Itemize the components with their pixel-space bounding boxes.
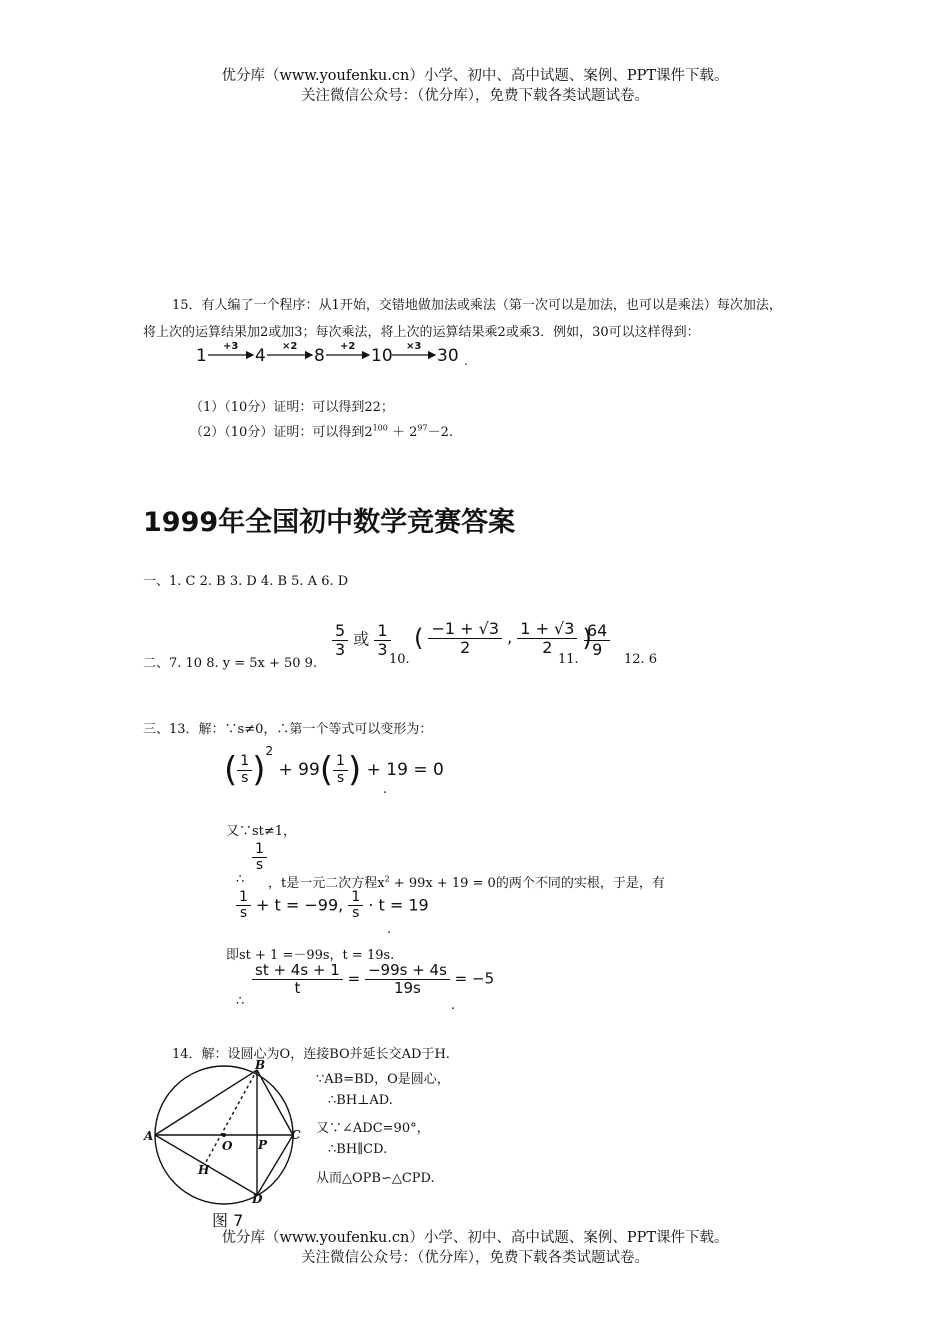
- q14-intro: 14．解：设圆心为O，连接BO并延长交AD于H.: [172, 1047, 450, 1062]
- operation-chain: [196, 336, 476, 374]
- eq3-end: = −5: [454, 969, 495, 988]
- a9-num-2: 1: [374, 622, 390, 641]
- eq2-den-2: s: [352, 905, 360, 922]
- eq3-num-2: −99s + 4s: [365, 962, 450, 980]
- eq3-equals: =: [347, 969, 361, 988]
- eq1-lparen: (: [224, 750, 238, 790]
- a10-num-2: 1 + √3: [517, 620, 577, 639]
- label-H: H: [198, 1163, 210, 1177]
- q15-sub-2-mid: ＋ 2: [387, 425, 418, 440]
- eq1-den-2: s: [336, 769, 345, 786]
- a9-num-1: 5: [332, 622, 348, 641]
- chain-op-1: ×2: [282, 341, 298, 352]
- label-P: P: [258, 1138, 268, 1152]
- root-text-pre: ，t是一元二次方程x: [268, 876, 385, 891]
- a9-den-2: 3: [377, 639, 388, 659]
- label-10: 10.: [389, 652, 410, 667]
- q13-equation-2: [236, 890, 429, 922]
- label-C: C: [291, 1128, 301, 1142]
- inline-frac-den: s: [255, 857, 264, 874]
- segment-AB: [155, 1070, 257, 1135]
- chain-value-1: 4: [255, 346, 266, 366]
- eq1-mid: + 99: [278, 760, 320, 780]
- page-title: 1999年全国初中数学竞赛答案: [143, 507, 516, 538]
- answer-9: [332, 622, 391, 658]
- q15-sub-2-pre: （2）（10分）证明：可以得到2: [190, 425, 373, 440]
- a10-den-2: 2: [542, 637, 553, 657]
- footer-line-1: 优分库（www.youfenku.cn）小学、初中、高中试题、案例、PPT课件下载。: [221, 1230, 729, 1246]
- q14-step-2: ∴BH⊥AD.: [328, 1093, 393, 1108]
- label-11: 11.: [558, 652, 579, 667]
- eq2-num-2: 1: [348, 890, 363, 906]
- answer-11: [584, 622, 610, 658]
- eq1-rparen-2: ): [347, 750, 362, 790]
- eq3-den-1: t: [294, 978, 301, 997]
- eq2-num-1: 1: [236, 890, 251, 906]
- q15-sub-2: [190, 421, 453, 440]
- eq2-dot: .: [387, 922, 392, 937]
- figure-caption: 图 7: [212, 1211, 244, 1230]
- a11-num: 64: [584, 622, 610, 641]
- a10-open-paren: (: [414, 624, 424, 653]
- eq1-num-1: 1: [237, 754, 252, 770]
- header-line-1: 优分库（www.youfenku.cn）小学、初中、高中试题、案例、PPT课件下载。: [221, 68, 729, 84]
- root-text-sup: 2: [384, 874, 390, 884]
- header-line-2: 关注微信公众号：（优分库），免费下载各类试题试卷。: [301, 88, 649, 104]
- q13-st-line: 即st + 1 =－99s，t = 19s.: [226, 948, 395, 963]
- q13-intro: 三、13．解：∵s≠0，∴第一个等式可以变形为：: [143, 722, 433, 737]
- eq1-lparen-2: (: [319, 750, 334, 790]
- root-text-post: + 99x + 19 = 0的两个不同的实根，于是，有: [389, 876, 665, 891]
- eq2-end: · t = 19: [368, 895, 429, 915]
- answers-part-2-prefix: 二、7. 10 8. y = 5x + 50 9.: [143, 656, 318, 671]
- operation-chain-svg: [196, 336, 476, 370]
- label-O: O: [222, 1139, 233, 1153]
- chain-op-3: ×3: [406, 341, 422, 352]
- chain-end-dot: .: [464, 354, 468, 368]
- a10-close-paren: ): [582, 624, 592, 653]
- answer-10: [414, 620, 592, 656]
- q14-step-3: 又∵∠ADC=90°，: [316, 1121, 430, 1136]
- chain-value-3: 10: [371, 346, 393, 366]
- eq1-dot: .: [383, 782, 388, 797]
- eq1-num-2: 1: [333, 754, 348, 770]
- eq3-den-2: 19s: [393, 978, 421, 997]
- eq1-rparen: ): [252, 750, 266, 790]
- a10-num-1: −1 + √3: [428, 620, 502, 639]
- a9-den-1: 3: [335, 639, 346, 659]
- eq1-den-1: s: [241, 769, 249, 786]
- q13-inline-fraction: [252, 842, 267, 874]
- a10-den-1: 2: [460, 637, 471, 657]
- q13-therefore-1: ∴: [236, 872, 245, 887]
- q13-equation-3: [252, 962, 494, 996]
- q15-line-1: 15．有人编了一个程序：从1开始，交错地做加法或乘法（第一次可以是加法，也可以是乘法）每次加法，: [172, 298, 782, 313]
- a9-or: 或: [353, 629, 370, 649]
- q14-step-5: 从而△OPB∽△CPD.: [316, 1171, 435, 1186]
- label-B: B: [255, 1058, 266, 1072]
- q13-therefore-2: ∴: [236, 994, 245, 1009]
- point-O: [222, 1133, 226, 1137]
- chain-value-2: 8: [314, 346, 325, 366]
- eq2-mid: + t = −99,: [256, 895, 344, 915]
- label-A: A: [144, 1129, 154, 1143]
- q13-root-statement: [268, 872, 665, 891]
- q15-sub-2-exp2: 97: [417, 423, 428, 433]
- chain-op-0: +3: [223, 341, 239, 352]
- a10-comma: ,: [507, 627, 513, 647]
- q13-also: 又∵st≠1，: [226, 824, 297, 839]
- eq3-dot: .: [451, 998, 456, 1013]
- q14-step-4: ∴BH∥CD.: [328, 1142, 388, 1157]
- q15-sub-2-exp1: 100: [372, 423, 388, 433]
- footer-line-2: 关注微信公众号：（优分库），免费下载各类试题试卷。: [301, 1250, 649, 1266]
- q14-step-1: ∵AB=BD，O是圆心，: [316, 1072, 450, 1087]
- segment-BC: [257, 1070, 293, 1135]
- chain-value-4: 30: [437, 346, 459, 366]
- q15-line-2: 将上次的运算结果加2或加3；每次乘法，将上次的运算结果乘2或乘3．例如，30可以这样得到：: [143, 325, 700, 340]
- figure-7-svg: [142, 1058, 312, 1233]
- q15-sub-2-post: －2.: [427, 425, 454, 440]
- a11-den: 9: [592, 639, 603, 659]
- answers-part-1: 一、1. C 2. B 3. D 4. B 5. A 6. D: [143, 574, 349, 589]
- eq3-num-1: st + 4s + 1: [252, 962, 343, 980]
- inline-frac-num: 1: [252, 842, 267, 858]
- chain-op-2: +2: [340, 341, 356, 352]
- eq2-den-1: s: [239, 905, 248, 922]
- q15-sub-1: （1）（10分）证明：可以得到22；: [190, 400, 394, 415]
- chain-value-0: 1: [196, 346, 207, 366]
- eq1-end: + 19 = 0: [366, 760, 444, 780]
- q13-equation-1: [224, 744, 444, 790]
- label-12: 12. 6: [624, 652, 658, 667]
- label-D: D: [252, 1192, 263, 1206]
- eq1-square: 2: [265, 744, 274, 758]
